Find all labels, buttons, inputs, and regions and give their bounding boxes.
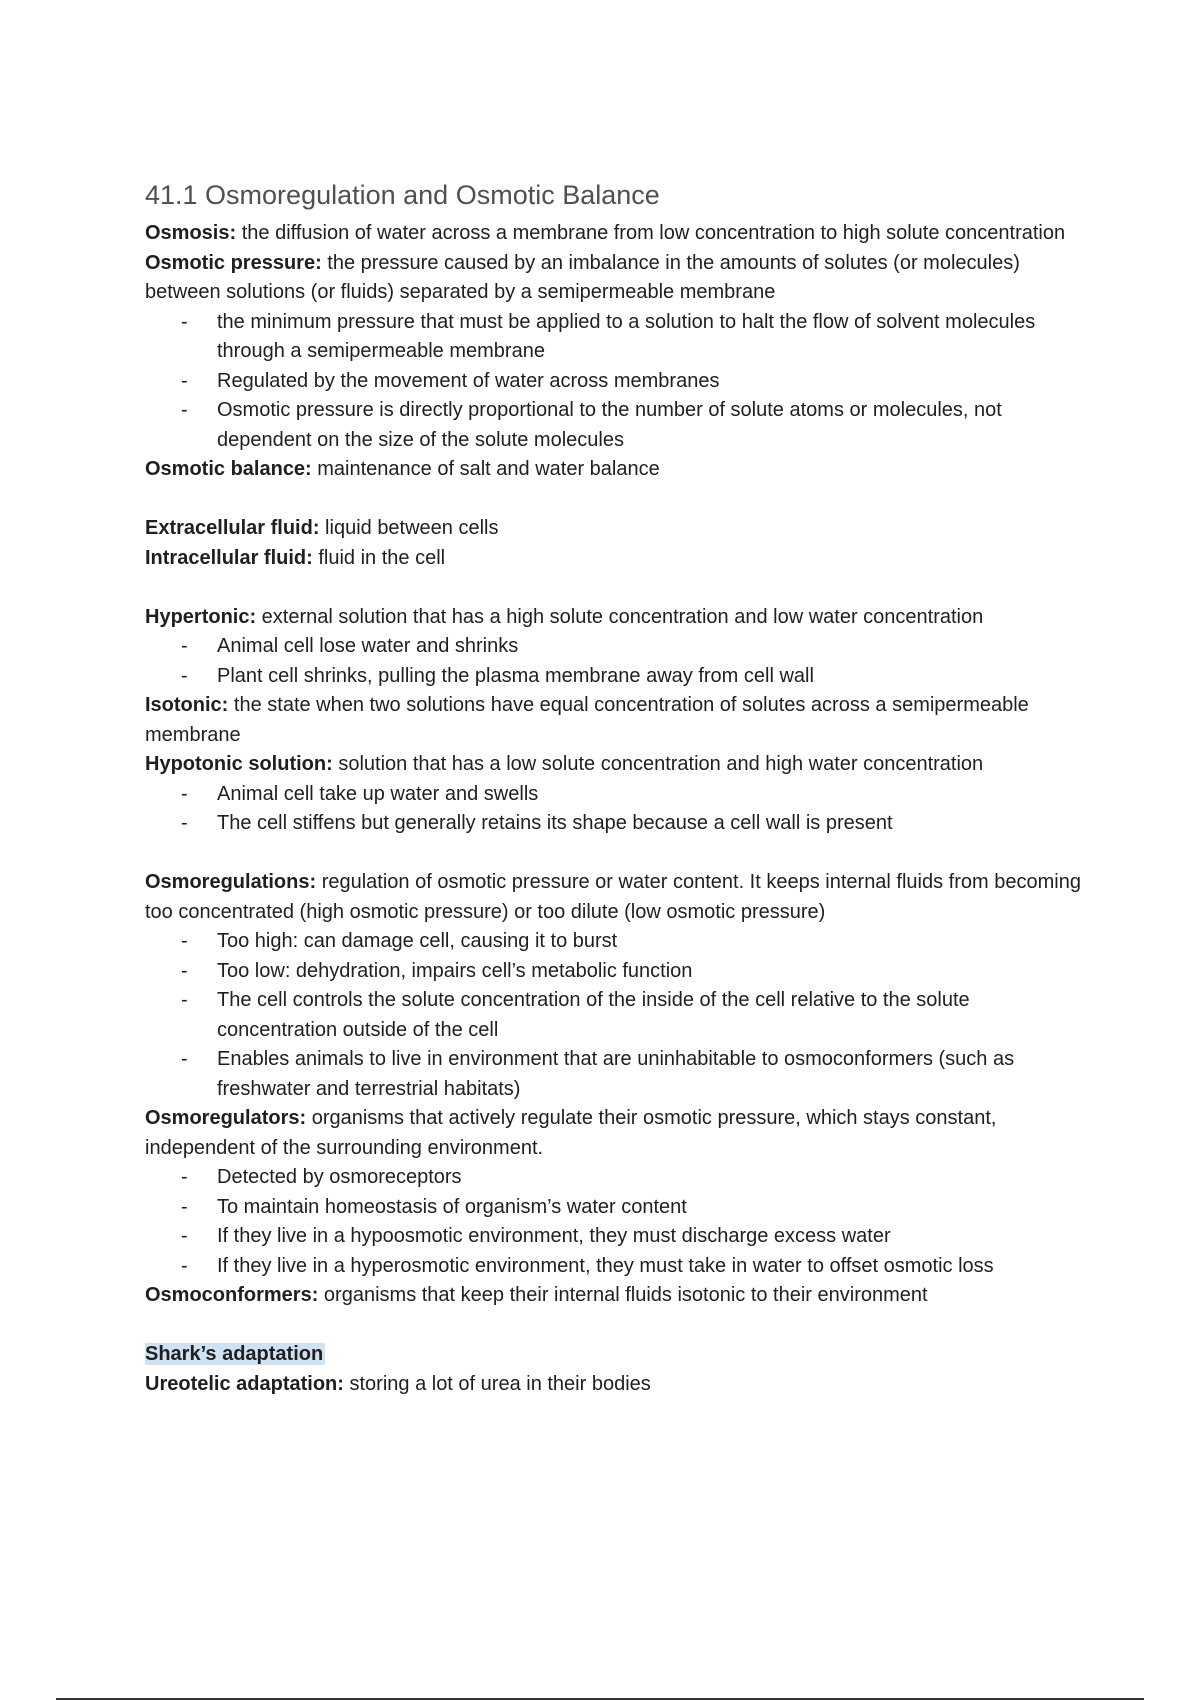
definition-hypotonic bbox=[145, 750, 1095, 780]
list-item bbox=[181, 1193, 1095, 1223]
definition-text: the state when two solutions have equal concentration of solutes across a semipermeable membrane bbox=[145, 694, 1029, 746]
definition-text: storing a lot of urea in their bodies bbox=[343, 1372, 651, 1395]
list-item-text: the minimum pressure that must be applied to a solution to halt the flow of solvent molecules through a semipermeable membrane bbox=[217, 310, 1036, 363]
dash-bullet: - bbox=[181, 635, 188, 658]
definition-text: the pressure caused by an imbalance in the amounts of solutes (or molecules) between solutions (or fluids) separated by a semipermeable membrane bbox=[145, 251, 1020, 304]
list-item bbox=[181, 396, 1095, 455]
list-item bbox=[181, 662, 1095, 692]
definition-osmosis bbox=[145, 219, 1095, 249]
term-osmoregulators: Osmoregulators: bbox=[145, 1107, 307, 1130]
list-item-text: Animal cell take up water and swells bbox=[217, 782, 539, 805]
definition-osmoregulations bbox=[145, 868, 1095, 927]
list-item-text: Too high: can damage cell, causing it to burst bbox=[217, 930, 618, 953]
term-osmoregulations: Osmoregulations: bbox=[145, 871, 317, 894]
definition-osmotic-pressure bbox=[145, 249, 1095, 308]
dash-bullet: - bbox=[181, 369, 188, 392]
shark-adaptation-heading bbox=[145, 1340, 1095, 1370]
definition-ureotelic-adaptation bbox=[145, 1370, 1095, 1400]
dash-bullet: - bbox=[181, 989, 188, 1012]
list-item bbox=[181, 1252, 1095, 1282]
spacer bbox=[145, 1311, 1095, 1341]
list-item-text: Plant cell shrinks, pulling the plasma membrane away from cell wall bbox=[217, 664, 814, 687]
spacer bbox=[145, 839, 1095, 869]
definition-isotonic bbox=[145, 691, 1095, 750]
dash-bullet: - bbox=[181, 1048, 188, 1071]
list-item bbox=[181, 780, 1095, 810]
dash-bullet: - bbox=[181, 1254, 188, 1277]
dash-bullet: - bbox=[181, 812, 188, 835]
term-hypotonic: Hypotonic solution: bbox=[145, 753, 333, 776]
definition-text: regulation of osmotic pressure or water content. It keeps internal fluids from becoming too concentrated (high osmotic pressure) or too dilute (low osmotic pressure) bbox=[145, 871, 1081, 923]
dash-bullet: - bbox=[181, 1166, 188, 1189]
list-item-text: If they live in a hyperosmotic environment, they must take in water to offset osmotic loss bbox=[217, 1254, 994, 1277]
list-item bbox=[181, 367, 1095, 397]
definition-text: maintenance of salt and water balance bbox=[311, 458, 660, 481]
dash-bullet: - bbox=[181, 959, 188, 982]
term-osmotic-balance: Osmotic balance: bbox=[145, 458, 312, 481]
list-item bbox=[181, 957, 1095, 987]
definition-hypertonic bbox=[145, 603, 1095, 633]
definition-text: the diffusion of water across a membrane from low concentration to high solute concentration bbox=[236, 222, 1066, 245]
definition-text: solution that has a low solute concentration and high water concentration bbox=[332, 753, 984, 776]
list-item-text: Osmotic pressure is directly proportional to the number of solute atoms or molecules, not dependent on the size of the solute molecules bbox=[217, 399, 1002, 451]
term-hypertonic: Hypertonic: bbox=[145, 605, 257, 628]
list-item-text: Regulated by the movement of water across membranes bbox=[217, 369, 720, 392]
term-osmoconformers: Osmoconformers: bbox=[145, 1284, 319, 1307]
definition-osmoregulators bbox=[145, 1104, 1095, 1163]
bullet-list-osmoregulations bbox=[145, 927, 1095, 1104]
list-item-text: Animal cell lose water and shrinks bbox=[217, 635, 519, 658]
list-item bbox=[181, 1222, 1095, 1252]
list-item-text: Enables animals to live in environment that are uninhabitable to osmoconformers (such as freshwater and terrestrial habitats) bbox=[217, 1048, 1015, 1100]
list-item-text: The cell controls the solute concentration of the inside of the cell relative to the solute concentration outside of the cell bbox=[217, 989, 970, 1041]
dash-bullet: - bbox=[181, 399, 188, 422]
list-item bbox=[181, 632, 1095, 662]
list-item bbox=[181, 809, 1095, 839]
term-osmotic-pressure: Osmotic pressure: bbox=[145, 251, 322, 274]
list-item-text: Too low: dehydration, impairs cell’s metabolic function bbox=[217, 959, 693, 982]
page-title: 41.1 Osmoregulation and Osmotic Balance bbox=[145, 180, 660, 210]
dash-bullet: - bbox=[181, 310, 188, 333]
definition-text: liquid between cells bbox=[319, 517, 499, 540]
dash-bullet: - bbox=[181, 930, 188, 953]
definition-intracellular-fluid bbox=[145, 544, 1095, 574]
dash-bullet: - bbox=[181, 782, 188, 805]
list-item bbox=[181, 308, 1095, 367]
term-osmosis: Osmosis: bbox=[145, 222, 237, 245]
list-item bbox=[181, 1163, 1095, 1193]
term-ureotelic-adaptation: Ureotelic adaptation: bbox=[145, 1372, 344, 1395]
dash-bullet: - bbox=[181, 664, 188, 687]
document-page bbox=[145, 178, 1095, 1399]
dash-bullet: - bbox=[181, 1225, 188, 1248]
definition-text: organisms that keep their internal fluids isotonic to their environment bbox=[318, 1284, 928, 1307]
dash-bullet: - bbox=[181, 1195, 188, 1218]
bullet-list-hypertonic bbox=[145, 632, 1095, 691]
spacer bbox=[145, 485, 1095, 515]
definition-text: fluid in the cell bbox=[312, 546, 446, 569]
term-isotonic: Isotonic: bbox=[145, 694, 229, 717]
definition-extracellular-fluid bbox=[145, 514, 1095, 544]
spacer bbox=[145, 573, 1095, 603]
definition-text: organisms that actively regulate their osmotic pressure, which stays constant, independent of the surrounding environment. bbox=[145, 1107, 997, 1159]
list-item-text: If they live in a hypoosmotic environment, they must discharge excess water bbox=[217, 1225, 891, 1248]
definition-osmotic-balance bbox=[145, 455, 1095, 485]
list-item bbox=[181, 927, 1095, 957]
definition-text: external solution that has a high solute concentration and low water concentration bbox=[256, 605, 984, 628]
list-item bbox=[181, 986, 1095, 1045]
list-item-text: To maintain homeostasis of organism’s water content bbox=[217, 1195, 687, 1218]
list-item-text: Detected by osmoreceptors bbox=[217, 1166, 462, 1189]
bullet-list-osmoregulators bbox=[145, 1163, 1095, 1281]
highlighted-heading: Shark’s adaptation bbox=[145, 1343, 324, 1366]
bullet-list-hypotonic bbox=[145, 780, 1095, 839]
list-item bbox=[181, 1045, 1095, 1104]
bullet-list-osmotic-pressure bbox=[145, 308, 1095, 456]
term-intracellular-fluid: Intracellular fluid: bbox=[145, 546, 313, 569]
definition-osmoconformers bbox=[145, 1281, 1095, 1311]
list-item-text: The cell stiffens but generally retains its shape because a cell wall is present bbox=[217, 812, 893, 835]
term-extracellular-fluid: Extracellular fluid: bbox=[145, 517, 320, 540]
